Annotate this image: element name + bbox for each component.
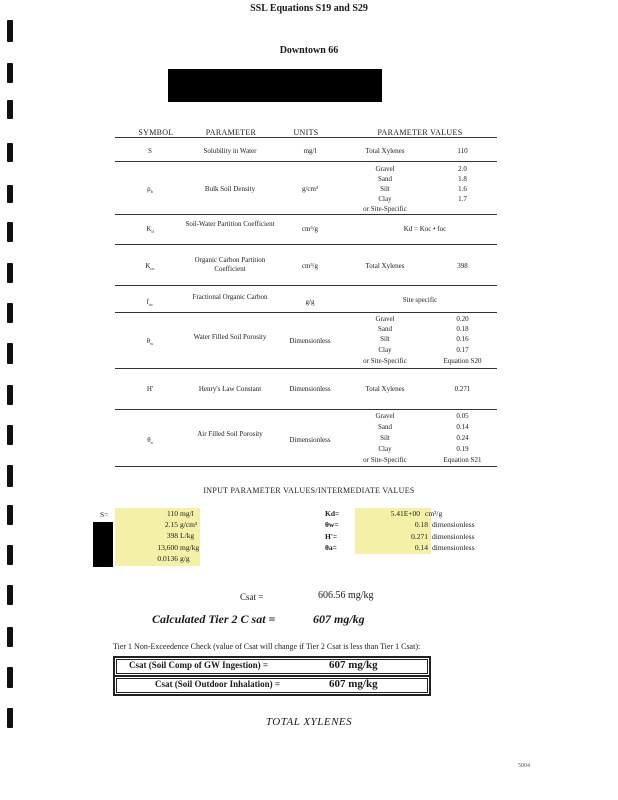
sub-label: Gravel: [375, 412, 395, 420]
sub-value: 0.19: [456, 445, 469, 453]
table-divider: [115, 312, 497, 313]
sub-label: Clay: [378, 195, 392, 203]
header-units: UNITS: [293, 128, 319, 137]
input-unit: L/kg: [180, 531, 195, 540]
sub-label: Silt: [380, 434, 390, 442]
header-parameter: PARAMETER: [205, 128, 257, 137]
kd-label: Kd=: [325, 509, 340, 518]
param-solubility: Solubility in Water: [203, 147, 257, 155]
sub-value: 0.24: [456, 434, 469, 442]
inputs-heading: INPUT PARAMETER VALUES/INTERMEDIATE VALUES: [203, 486, 415, 495]
theta-w-label: θw=: [325, 520, 339, 529]
units-cm3g: cm³/g: [301, 262, 319, 270]
non-exceedence-check: Tier 1 Non-Exceedence Check (value of Csat will change if Tier 2 Csat is less than Tier 1 Csat):: [113, 642, 421, 651]
sub-value: 0.16: [456, 335, 469, 343]
table-divider: [115, 214, 497, 215]
tier2-value: 607 mg/kg: [313, 612, 365, 626]
value-site-specific: Site specific: [402, 296, 438, 304]
csat-gw-value: 607 mg/kg: [329, 659, 378, 671]
symbol-kd: $K_d$: [146, 225, 154, 234]
sub-value: 1.8: [458, 175, 467, 183]
sub-value: 0.05: [456, 412, 469, 420]
kd-unit: cm³/g: [425, 509, 443, 518]
param-air-porosity: Air Filled Soil Porosity: [197, 430, 263, 438]
table-divider: [115, 161, 497, 162]
sub-value: 0.14: [456, 423, 469, 431]
value-henry: 0.271: [454, 385, 471, 393]
input-value: 0.0136: [157, 554, 178, 563]
csat-label: Csat =: [240, 592, 264, 602]
sub-label: or Site-Specific: [363, 357, 407, 365]
sub-value: 1.7: [458, 195, 467, 203]
table-divider: [115, 409, 497, 410]
units-cm3g: cm³/g: [301, 225, 319, 233]
sub-label: Sand: [378, 423, 392, 431]
value-label: Total Xylenes: [365, 262, 405, 270]
input-value: 2.15: [164, 520, 178, 529]
table-divider: [115, 244, 497, 245]
binder-mark: [7, 667, 13, 688]
units-dimensionless: Dimensionless: [289, 385, 331, 393]
csat-gw-box: [113, 656, 431, 677]
csat-inhalation-box: [113, 675, 431, 696]
binder-mark: [7, 385, 13, 405]
symbol-theta-w: $\theta_w$: [146, 337, 154, 346]
site-name: Downtown 66: [279, 45, 339, 56]
table-divider: [115, 368, 497, 369]
sub-label: Clay: [378, 445, 392, 453]
param-fractional-carbon: Fractional Organic Carbon: [192, 293, 268, 301]
table-divider: [115, 285, 497, 286]
input-unit: mg/l: [180, 509, 194, 518]
redaction-block: [168, 69, 382, 102]
input-unit: mg/kg: [180, 543, 200, 552]
sub-value: Equation S21: [443, 456, 482, 464]
symbol-koc: $K_{oc}$: [145, 262, 155, 271]
input-value: 398: [166, 531, 178, 540]
sub-label: Gravel: [375, 315, 395, 323]
table-divider: [115, 137, 497, 138]
param-water-porosity: Water Filled Soil Porosity: [193, 333, 267, 341]
param-organic-carbon: Organic Carbon Partition Coefficient: [194, 256, 266, 273]
sub-label: or Site-Specific: [363, 456, 407, 464]
h-prime-value: 0.271: [411, 532, 428, 541]
binder-mark: [7, 545, 13, 565]
sub-label: Sand: [378, 325, 392, 333]
page-stamp: 5004: [518, 763, 530, 769]
value-label: Total Xylenes: [365, 147, 405, 155]
binder-mark: [7, 343, 13, 364]
csat-gw-label: Csat (Soil Comp of GW Ingestion) =: [129, 660, 268, 670]
sub-value: 2.0: [458, 165, 467, 173]
sub-value: 0.20: [456, 315, 469, 323]
sub-label: Silt: [380, 185, 390, 193]
csat-inhalation-label: Csat (Soil Outdoor Inhalation) =: [155, 679, 280, 689]
header-values: PARAMETER VALUES: [377, 128, 463, 137]
binder-mark: [7, 222, 13, 242]
h-prime-unit: dimensionless: [432, 532, 475, 541]
binder-mark: [7, 505, 13, 525]
redaction-block-small: [93, 522, 113, 567]
binder-mark: [7, 303, 13, 323]
binder-mark: [7, 585, 13, 605]
value-label: Total Xylenes: [365, 385, 405, 393]
symbol-rhob: $\rho_b$: [147, 185, 153, 194]
sub-value: 0.18: [456, 325, 469, 333]
h-prime-label: H'=: [325, 532, 338, 541]
kd-value: 5.41E+00: [390, 509, 420, 518]
input-value: 13,600: [157, 543, 178, 552]
sub-value: 0.17: [456, 346, 469, 354]
input-unit: g/cm³: [180, 520, 198, 529]
sub-value: Equation S20: [443, 357, 482, 365]
tier2-label: Calculated Tier 2 C sat =: [152, 612, 276, 626]
value-koc: 398: [457, 262, 468, 270]
param-bulk-density: Bulk Soil Density: [204, 185, 256, 193]
sub-label: or Site-Specific: [363, 205, 407, 213]
s-label: S=: [100, 510, 109, 519]
units-gg: g/g: [305, 298, 315, 306]
units-dimensionless: Dimensionless: [289, 337, 331, 345]
units-gcm3: g/cm³: [301, 185, 319, 193]
binder-mark: [7, 143, 13, 162]
table-divider: [115, 466, 497, 467]
binder-mark: [7, 465, 13, 487]
sub-label: Clay: [378, 346, 392, 354]
symbol-h-prime: H': [146, 385, 154, 393]
theta-a-value: 0.14: [414, 543, 428, 552]
param-henry: Henry's Law Constant: [198, 385, 262, 393]
theta-w-unit: dimensionless: [432, 520, 475, 529]
sub-label: Silt: [380, 335, 390, 343]
csat-inhalation-value: 607 mg/kg: [329, 678, 378, 690]
chemical-title: TOTAL XYLENES: [265, 716, 353, 728]
symbol-theta-a: $\theta_a$: [147, 436, 153, 445]
value-s: 110: [457, 147, 468, 155]
binder-mark: [7, 627, 13, 647]
param-partition: Soil-Water Partition Coefficient: [185, 220, 275, 228]
symbol-foc: $f_{oc}$: [146, 298, 154, 307]
kd-formula: Kd = Koc • foc: [403, 225, 447, 233]
symbol-s: S: [148, 147, 152, 155]
sub-value: 1.6: [458, 185, 467, 193]
theta-a-label: θa=: [325, 543, 337, 552]
input-value: 110: [167, 509, 178, 518]
units-dimensionless: Dimensionless: [289, 436, 331, 444]
sub-label: Sand: [378, 175, 392, 183]
units-mgl: mg/l: [303, 147, 317, 155]
csat-value: 606.56 mg/kg: [318, 590, 374, 601]
theta-a-unit: dimensionless: [432, 543, 475, 552]
binder-mark: [7, 20, 13, 42]
binder-mark: [7, 263, 13, 283]
binder-mark: [7, 100, 13, 119]
binder-mark: [7, 185, 13, 203]
document-title: SSL Equations S19 and S29: [250, 3, 368, 14]
theta-w-value: 0.18: [414, 520, 428, 529]
binder-mark: [7, 63, 13, 83]
binder-mark: [7, 425, 13, 445]
input-unit: g/g: [180, 554, 190, 563]
sub-label: Gravel: [375, 165, 395, 173]
header-symbol: SYMBOL: [138, 128, 174, 137]
